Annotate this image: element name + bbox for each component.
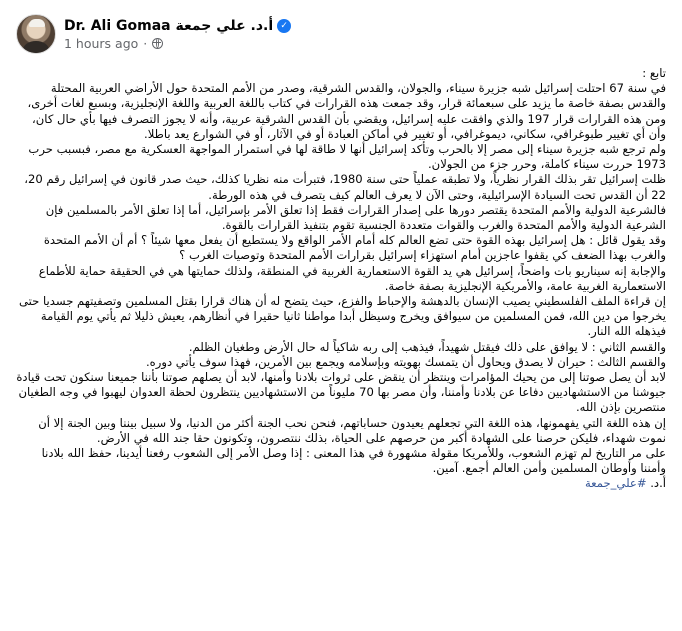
paragraph-10: لابد أن يصل صوتنا إلى من يحيك المؤامرات وينتظر أن ينقض على ثروات بلادنا وأمنها، لابد أن يصلهم صوتنا بأننا جميعنا سنكون تحت قيادة جيوشنا من الاستشهاديين دفاعا عن بلادنا وأمننا، وأن مصر بها 70 مليوناً من الاستشهاديين ينتظرون لحظة العدوان ليهبوا في وجه الطغيان منتصرين بإذن الله. [16,370,666,415]
post-subline [64,36,291,51]
post-meta [64,18,291,51]
signature-prefix: أ.د. [650,476,666,491]
author-row [64,18,291,34]
paragraph-9: والقسم الثالث : حيران لا يصدق ويحاول أن يتمسك بهويته وبإسلامه ويجمع بين الأمرين، فهذا سوف يأتي دوره. [145,354,666,369]
author-avatar[interactable] [16,14,56,54]
signature [16,476,666,491]
separator-dot: · [143,35,148,51]
paragraph-12: على مر التاريخ لم تهزم الشعوب، وللأمريكا مقولة مشهورة في هذا المعنى : إذا وصل الأمر إلى الشعوب رفعنا أيدينا، حفظ الله بلادنا وأمننا وأوطان المسلمين وأمن العالم أجمع. آمين. [41,446,666,476]
paragraph-3: ظلت إسرائيل تقر بذلك القرار نظرياً، ولا تطبقه عملياً حتى سنة 1980، فتبرأت منه نظريا كذلك، حيث صدر قانون في إسرائيل رقم 20، 22 أن القدس تحت السيادة الإسرائيلية، وحتى الآن لا يعرف العالم كيف يتصرف في هذه الورطة. [24,172,666,202]
post-header [16,12,666,56]
paragraph-4: فالشرعية الدولية والأمم المتحدة يقتصر دورها على إصدار القرارات فقط إذا تعلق الأمر بإسرائيل، أما إذا تعلق الأمر بالمسلمين فإن الشرعية الدولية والأمم المتحدة والغرب والقوات متعددة الجنسية تقوم بتنفيذ القرارات بالقوة. [45,202,666,233]
globe-icon[interactable] [152,38,163,49]
paragraph-11: إن هذه اللغة التي يفهمونها، هذه اللغة التي تجعلهم يعيدون حساباتهم، فنحن نحب الجنة أكثر من الدنيا، ولا سبيل بيننا وبين الجنة إلا أن نموت شهداء، فليكن حرصنا على الشهادة أكبر من حرصهم على الحياة، بذلك ننتصرون، وتكونون حقا جند الله في الأرض. [38,415,666,445]
post-time[interactable]: 1 hours ago [64,35,139,51]
paragraph-7: إن قراءة الملف الفلسطيني يصيب الإنسان بالدهشة والإحباط والفزع، حيث يتضح له أن هناك قرارا بقتل المسلمين وتصفيتهم جسديا حتى يخرجوا من دين الله، فمن المسلمين من سيوافق ويخرج وسيظل أبدا مواطنا ثانيا حقيرا في أنظارهم، يعيش ذليلا ثم يأتي يوم القيامة فيذهله الله النار. [19,294,666,339]
paragraph-0: تابع : [642,66,666,80]
hashtag-link[interactable]: #علي_جمعة [584,476,647,491]
paragraph-2: ولم ترجع شبه جزيرة سيناء إلى مصر إلا بالحرب وتأكد إسرائيل أنها لا طاقة لها في استمرار المواجهة العسكرية مع مصر، فبسبب حرب 1973 حررت سيناء كاملة، وحرر جزء من الجولان. [28,142,666,172]
post-body [16,66,666,492]
paragraph-1: في سنة 67 احتلت إسرائيل شبه جزيرة سيناء، والجولان، والقدس الشرقية، وصدر من الأمم المتحدة حول الأراضي العربية المحتلة والقدس بصفة خاصة ما يزيد على سبعمائة قرار، وقد جمعت هذه القرارات في كتاب باللغة العربية واللغة الإنجليزية، وبسبع لغات أخرى، ومن هذه القرارات قرار 197 والذي وافقت عليه إسرائيل، ويقضي بأن القدس الشرقية عربية، وأنه لا يجوز التصرف فيها بأي حال كان، وأن أي تغيير طبوغرافي، سكاني، ديموغرافي، أو تغيير في أماكن العبادة أو في الآثار، أو في الشوارع يعد باطلا. [27,81,666,141]
paragraph-5: وقد يقول قائل : هل إسرائيل بهذه القوة حتى تضع العالم كله أمام الأمر الواقع ولا يستطيع أن يفعل معها شيئاً ؟ أم أن الأمم المتحدة والغرب بهذا الضعف كي يقفوا عاجزين أمام استهزاء إسرائيل بقرارات الأمم المتحدة وتوصيات الغرب ؟ [43,233,666,263]
paragraph-8: والقسم الثاني : لا يوافق على ذلك فيقتل شهيداً، فيذهب إلى ربه شاكياً له حال الأرض وطغيان الظلم. [188,339,666,354]
author-name[interactable]: Dr. Ali Gomaa أ.د. علي جمعة [64,17,274,34]
verified-badge-icon: ✓ [277,19,291,33]
paragraph-6: والإجابة إنه سيناريو بات واضحاً، إسرائيل هي يد القوة الاستعمارية الغربية في المنطقة، ولذلك حمايتها هي في الحقيقة حماية للأطماع الاستعمارية الغربية عامة، والأمريكية الإنجليزية بصفة خاصة. [38,263,666,293]
